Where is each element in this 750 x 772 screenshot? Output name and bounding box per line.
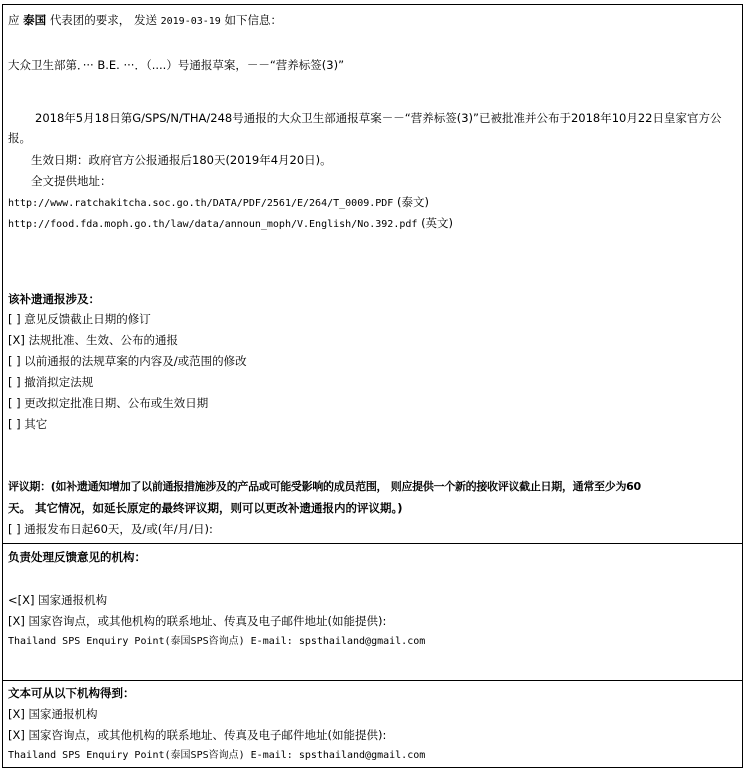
- text-available-contact: Thailand SPS Enquiry Point(泰国SPS咨询点) E-mail: spsthailand@gmail.com: [8, 750, 426, 761]
- notification-subject: 大众卫生部第．··· B.E. ···．（....）号通报草案，－－“营养标签(3)”: [8, 58, 345, 72]
- addendum-option: [ ] 撤消拟定法规: [8, 375, 94, 389]
- approval-paragraph-cont: 报。: [8, 131, 31, 145]
- url-thai-lang: (泰文): [396, 195, 429, 209]
- send-date: 2019-03-19: [160, 16, 221, 27]
- addendum-option: [ ] 其它: [8, 417, 48, 431]
- comment-period-option: [ ] 通报发布日起60天，及/或(年/月/日):: [8, 522, 213, 536]
- fulltext-label: 全文提供地址：: [31, 174, 112, 188]
- fulltext-url-english: [8, 216, 453, 232]
- request-suffix: 如下信息：: [224, 13, 282, 27]
- text-available-enquiry: [X] 国家咨询点，或其他机构的联系地址、传真及电子邮件地址(如能提供):: [8, 728, 387, 742]
- request-line: [8, 13, 282, 29]
- url-english-link[interactable]: http://food.fda.moph.go.th/law/data/announ_moph/V.English/No.392.pdf: [8, 219, 418, 230]
- approval-paragraph: 2018年5月18日第G/SPS/N/THA/248号通报的大众卫生部通报草案－－“营养标签(3)”已被批准并公布于2018年10月22日皇家官方公: [35, 111, 722, 125]
- comment-period-line2: 天。 其它情况，如延长原定的最终评议期，则可以更改补遗通报内的评议期。): [8, 501, 403, 515]
- comment-period-line1: 评议期：(如补遗通知增加了以前通报措施涉及的产品或可能受影响的成员范围， 则应提供一个新的接收评议截止日期，通常至少为60: [8, 480, 641, 493]
- url-thai-link[interactable]: http://www.ratchakitcha.soc.go.th/DATA/PDF/2561/E/264/T_0009.PDF: [8, 198, 394, 209]
- send-label: 发送: [133, 13, 157, 27]
- text-available-heading: 文本可从以下机构得到：: [8, 686, 135, 700]
- request-prefix: 应: [8, 13, 20, 27]
- responsible-agency-enquiry: [X] 国家咨询点，或其他机构的联系地址、传真及电子邮件地址(如能提供):: [8, 614, 387, 628]
- addendum-option: [ ] 更改拟定批准日期、公布或生效日期: [8, 396, 209, 410]
- responsible-agency-national: <[X] 国家通报机构: [8, 593, 108, 607]
- addendum-heading: 该补遗通报涉及：: [8, 292, 100, 306]
- addendum-option: [X] 法规批准、生效、公布的通报: [8, 333, 179, 347]
- notification-body-section: [3, 5, 742, 543]
- request-middle: 代表团的要求，: [49, 13, 131, 27]
- addendum-option: [ ] 以前通报的法规草案的内容及/或范围的修改: [8, 354, 247, 368]
- text-available-section: [3, 681, 742, 767]
- effective-date: 生效日期：政府官方公报通报后180天(2019年4月20日)。: [31, 153, 332, 167]
- text-available-national: [X] 国家通报机构: [8, 707, 98, 721]
- notification-document: [2, 4, 743, 768]
- fulltext-url-thai: [8, 195, 429, 211]
- url-english-lang: (英文): [421, 216, 454, 230]
- responsible-agency-heading: 负责处理反馈意见的机构：: [8, 550, 146, 564]
- requesting-country: 泰国: [23, 13, 47, 27]
- addendum-option: [ ] 意见反馈截止日期的修订: [8, 312, 151, 326]
- responsible-agency-section: [3, 544, 742, 680]
- responsible-agency-contact: Thailand SPS Enquiry Point(泰国SPS咨询点) E-mail: spsthailand@gmail.com: [8, 636, 426, 647]
